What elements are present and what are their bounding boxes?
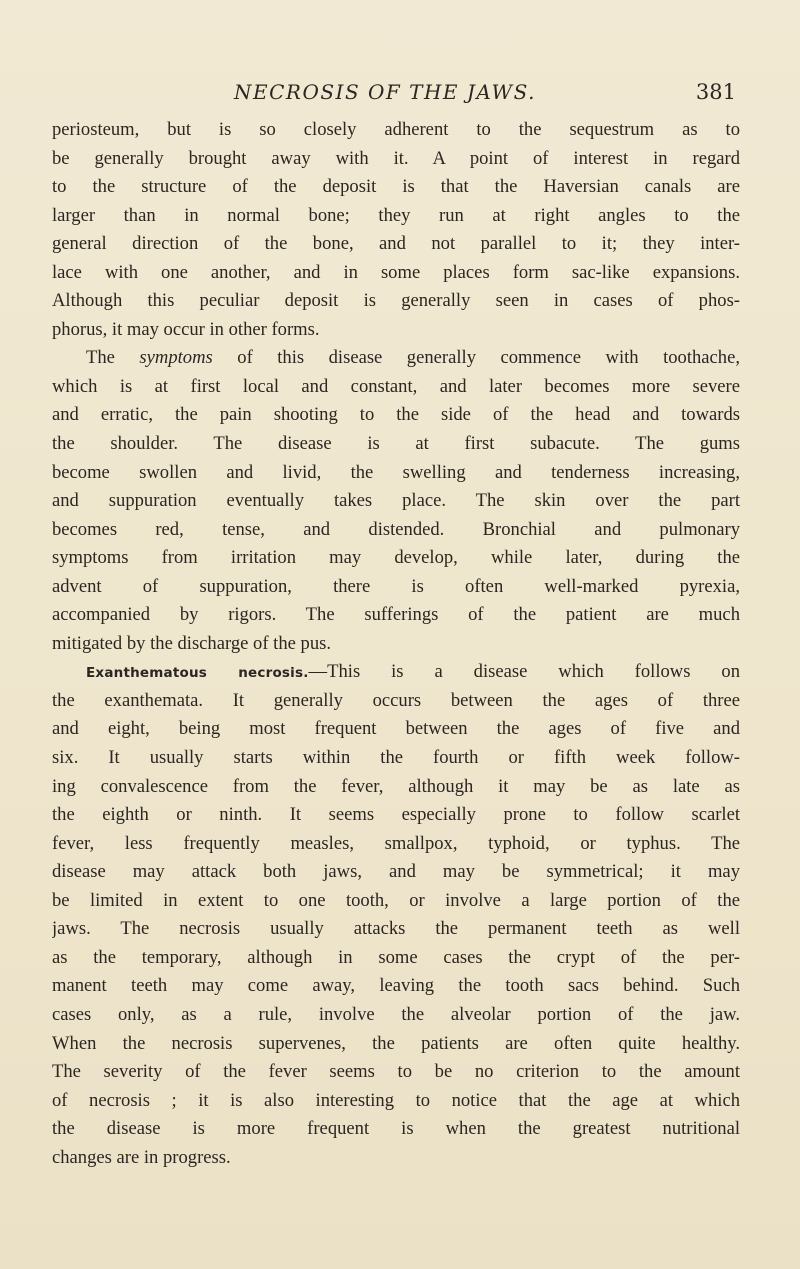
- page-number: 381: [695, 80, 736, 104]
- text-line: become swollen and livid, the swelling and tenderness increasing,: [52, 461, 740, 483]
- exanthematous-first-line: [52, 658, 740, 687]
- text-line: becomes red, tense, and distended. Bronchial and pulmonary: [52, 518, 740, 540]
- text-line: periosteum, but is so closely adherent to the sequestrum as to: [52, 119, 740, 140]
- text-line: be generally brought away with it. A point of interest in regard: [52, 147, 740, 169]
- text-line: changes are in progress.: [52, 1146, 231, 1168]
- text-line: advent of suppuration, there is often well-marked pyrexia,: [52, 575, 740, 597]
- page-header: [48, 80, 744, 110]
- text-line: ing convalescence from the fever, although it may be as late as: [52, 775, 740, 797]
- symptoms-rest: of this disease generally commence with toothache,: [212, 347, 740, 369]
- text-line: Although this peculiar deposit is generally seen in cases of phos-: [52, 290, 740, 312]
- text-line: six. It usually starts within the fourth or fifth week follow-: [52, 747, 740, 769]
- text-line: the shoulder. The disease is at first subacute. The gums: [52, 433, 740, 455]
- text-line: and eight, being most frequent between the ages of five and: [52, 718, 740, 740]
- text-line: The severity of the fever seems to be no criterion to the amount: [52, 1061, 740, 1083]
- symptoms-first-line: [52, 344, 740, 373]
- symptoms-lead: The: [86, 347, 140, 369]
- body-text: [52, 116, 740, 1172]
- text-line: be limited in extent to one tooth, or involve a large portion of the: [52, 889, 740, 911]
- text-line: cases only, as a rule, involve the alveolar portion of the jaw.: [52, 1003, 740, 1025]
- text-line: accompanied by rigors. The sufferings of the patient are much: [52, 604, 740, 626]
- text-line: the exanthemata. It generally occurs between the ages of three: [52, 689, 740, 711]
- text-line: mitigated by the discharge of the pus.: [52, 632, 332, 654]
- text-line: the eighth or ninth. It seems especially prone to follow scarlet: [52, 804, 740, 826]
- running-title: NECROSIS OF THE JAWS.: [234, 80, 536, 104]
- text-line: and suppuration eventually takes place. The skin over the part: [52, 490, 740, 512]
- text-line: When the necrosis supervenes, the patients are often quite healthy.: [52, 1032, 740, 1054]
- exanthematous-rest: —This is a disease which follows on: [308, 661, 740, 683]
- text-line: general direction of the bone, and not parallel to it; they inter-: [52, 233, 740, 255]
- text-line: symptoms from irritation may develop, while later, during the: [52, 547, 740, 569]
- text-line: jaws. The necrosis usually attacks the permanent teeth as well: [52, 918, 740, 940]
- text-line: fever, less frequently measles, smallpox, typhoid, or typhus. The: [52, 832, 740, 854]
- text-line: as the temporary, although in some cases the crypt of the per-: [52, 946, 740, 968]
- text-line: to the structure of the deposit is that the Haversian canals are: [52, 176, 740, 198]
- text-line: larger than in normal bone; they run at right angles to the: [52, 204, 740, 226]
- text-line: the disease is more frequent is when the greatest nutritional: [52, 1118, 740, 1140]
- text-line: manent teeth may come away, leaving the tooth sacs behind. Such: [52, 975, 740, 997]
- text-line: which is at first local and constant, and later becomes more severe: [52, 375, 740, 397]
- text-line: phorus, it may occur in other forms.: [52, 318, 320, 340]
- text-line: and erratic, the pain shooting to the side of the head and towards: [52, 404, 740, 426]
- section-heading-exanthematous: Exanthematous necrosis.: [86, 665, 309, 682]
- text-line: lace with one another, and in some places form sac-like expansions.: [52, 261, 740, 283]
- symptoms-term: symptoms: [139, 347, 213, 369]
- text-line: disease may attack both jaws, and may be symmetrical; it may: [52, 861, 740, 883]
- text-line: of necrosis ; it is also interesting to notice that the age at which: [52, 1089, 740, 1111]
